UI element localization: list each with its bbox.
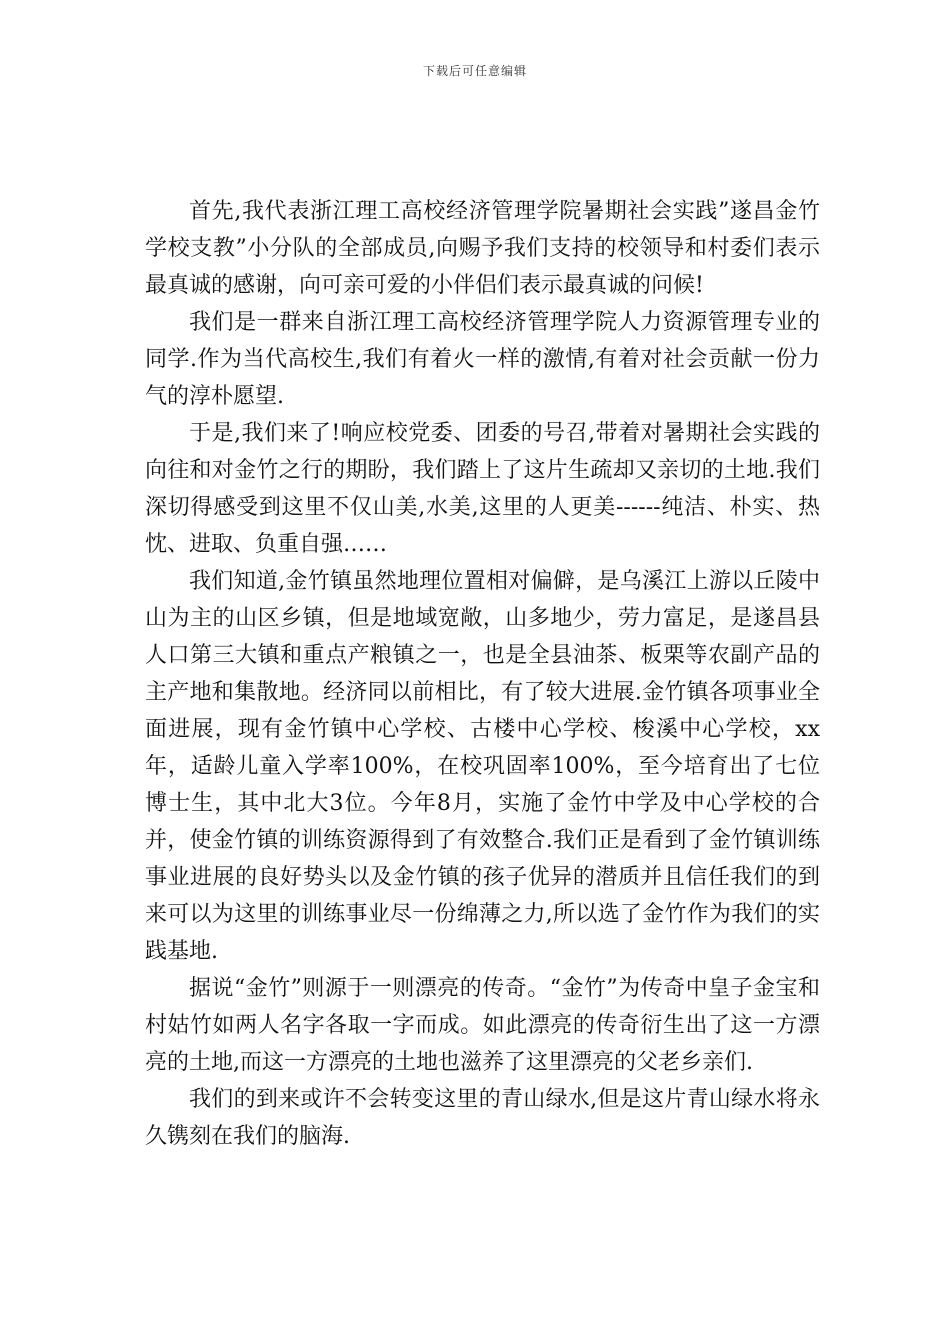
document-body — [145, 193, 820, 1155]
paragraph-jinzhu-town: 我们知道,金竹镇虽然地理位置相对偏僻，是乌溪江上游以丘陵中山为主的山区乡镇，但是地域宽敞，山多地少，劳力富足，是遂昌县人口第三大镇和重点产粮镇之一，也是全县油茶、板栗等农副产品的主产地和集散地。经济同以前相比，有了较大进展.金竹镇各项事业全面进展，现有金竹镇中心学校、古楼中心学校、梭溪中心学校，xx年，适龄儿童入学率100%，在校巩固率100%，至今培育出了七位博士生，其中北大3位。今年8月，实施了金竹中学及中心学校的合并，使金竹镇的训练资源得到了有效整合.我们正是看到了金竹镇训练事业进展的良好势头以及金竹镇的孩子优异的潜质并且信任我们的到来可以为这里的训练事业尽一份绵薄之力,所以选了金竹作为我们的实践基地. — [145, 569, 820, 964]
paragraph-legend: 据说“金竹”则源于一则漂亮的传奇。“金竹”为传奇中皇子金宝和村姑竹如两人名字各取一字而成。如此漂亮的传奇衍生出了这一方漂亮的土地,而这一方漂亮的土地也滋养了这里漂亮的父老乡亲们. — [145, 976, 820, 1075]
paragraph-arrival: 于是,我们来了!响应校党委、团委的号召,带着对暑期社会实践的向往和对金竹之行的期盼，我们踏上了这片生疏却又亲切的土地.我们深切得感受到这里不仅山美,水美,这里的人更美------纯洁、朴实、热忱、进取、负重自强…… — [145, 421, 820, 557]
paragraph-who-we-are: 我们是一群来自浙江理工高校经济管理学院人力资源管理专业的同学.作为当代高校生,我们有着火一样的激情,有着对社会贡献一份力气的淳朴愿望. — [145, 310, 820, 409]
paragraph-intro: 首先,我代表浙江理工高校经济管理学院暑期社会实践”遂昌金竹学校支教”小分队的全部成员,向赐予我们支持的校领导和村委们表示最真诚的感谢，向可亲可爱的小伴侣们表示最真诚的问候! — [145, 199, 820, 298]
page-header: 下载后可任意编辑 — [422, 64, 527, 78]
paragraph-closing: 我们的到来或许不会转变这里的青山绿水,但是这片青山绿水将永久镌刻在我们的脑海. — [145, 1087, 820, 1149]
